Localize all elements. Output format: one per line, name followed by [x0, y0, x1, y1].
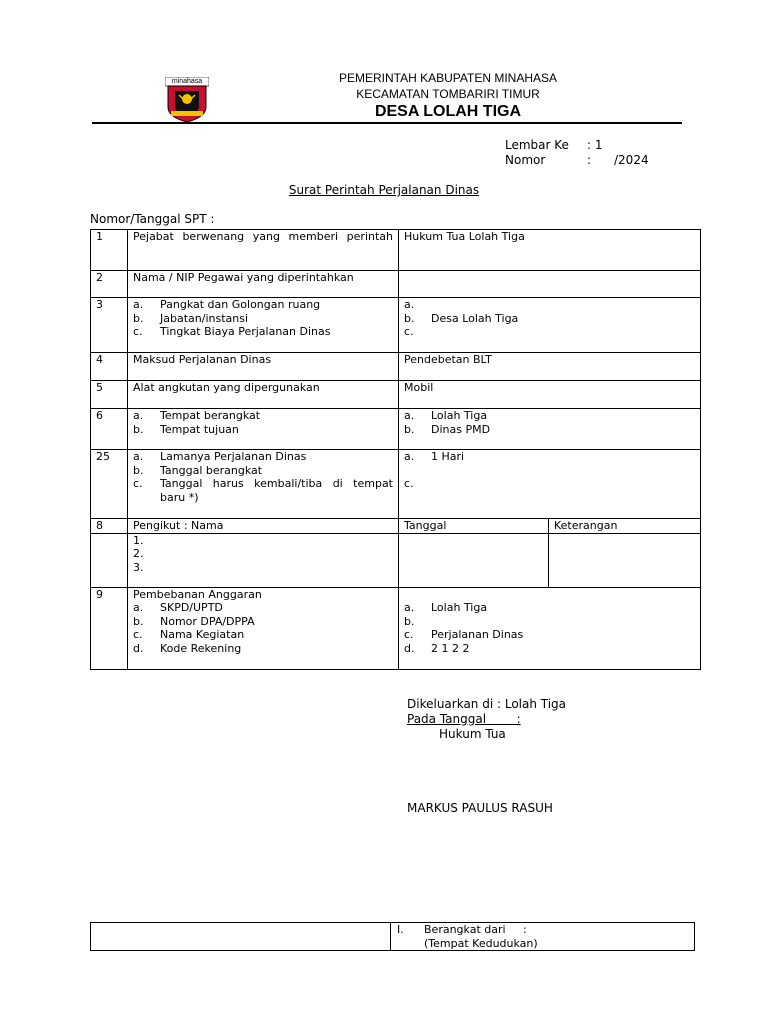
row-value: a. Lolah Tiga b. Dinas PMD [399, 409, 701, 450]
table-row [91, 587, 701, 669]
issued-date: Pada Tanggal : [407, 712, 521, 726]
follower-names: 1. 2. 3. [128, 533, 399, 587]
table-row [91, 381, 701, 409]
row-label: Nama / NIP Pegawai yang diperintahkan [128, 271, 399, 298]
row-number: 8 [91, 519, 128, 534]
table-row [91, 519, 701, 534]
header-village-title: DESA LOLAH TIGA [374, 103, 522, 120]
table-row [91, 271, 701, 298]
logo-text: minahasa [171, 78, 203, 85]
table-row [91, 409, 701, 450]
table-row [91, 533, 701, 587]
table-row [91, 230, 701, 271]
document-title: Surat Perintah Perjalanan Dinas [288, 183, 480, 197]
departure-table [90, 922, 695, 951]
spt-label: Nomor/Tanggal SPT : [90, 212, 215, 226]
row-label: Pembebanan Anggaran a. SKPD/UPTD b. Nomor DPA/DPPA c. Nama Kegiatan d. Kode Rekening [128, 587, 399, 669]
row-value: a. b. Desa Lolah Tiga c. [399, 298, 701, 353]
row-value: Pendebetan BLT [399, 353, 701, 381]
row-label: Alat angkutan yang dipergunakan [128, 381, 399, 409]
row-number: 6 [91, 409, 128, 450]
lembar-value: : 1 [587, 138, 603, 152]
issued-place: Dikeluarkan di : Lolah Tiga [407, 697, 567, 711]
row-label: a. Lamanya Perjalanan Dinas b. Tanggal berangkat c. Tanggal harus kembali/tiba di tempat baru *) [128, 450, 399, 519]
row-number: 5 [91, 381, 128, 409]
row-value: a. Lolah Tiga b. c. Perjalanan Dinas d. 2 1 2 2 [399, 587, 701, 669]
row-number: 9 [91, 587, 128, 669]
row-number: 2 [91, 271, 128, 298]
row-value: Hukum Tua Lolah Tiga [399, 230, 701, 271]
row-value: Mobil [399, 381, 701, 409]
row-label: Pejabat berwenang yang memberi perintah [128, 230, 399, 271]
regency-logo [165, 77, 209, 123]
column-header-notes: Keterangan [549, 519, 701, 534]
nomor-colon: : [587, 153, 592, 167]
row-value [399, 271, 701, 298]
nomor-label: Nomor [505, 153, 546, 167]
signer-role: Hukum Tua [439, 727, 506, 741]
signature-block [407, 697, 566, 742]
departure-cell: I. Berangkat dari : (Tempat Kedudukan) [391, 923, 695, 951]
row-label: a. Pangkat dan Golongan ruang b. Jabatan/instansi c. Tingkat Biaya Perjalanan Dinas [128, 298, 399, 353]
row-number: 25 [91, 450, 128, 519]
table-row [91, 450, 701, 519]
row-number: 3 [91, 298, 128, 353]
row-value: a. 1 Hari c. [399, 450, 701, 519]
lembar-label: Lembar Ke [505, 138, 569, 152]
table-row [91, 298, 701, 353]
row-number: 1 [91, 230, 128, 271]
row-label: Maksud Perjalanan Dinas [128, 353, 399, 381]
header-government: PEMERINTAH KABUPATEN MINAHASA [338, 71, 558, 85]
column-header-date: Tanggal [399, 519, 549, 534]
nomor-value: /2024 [614, 153, 649, 167]
table-row [91, 923, 695, 951]
header-rule [92, 122, 682, 124]
row-number: 4 [91, 353, 128, 381]
meta-block [505, 138, 649, 168]
signer-name: MARKUS PAULUS RASUH [407, 801, 553, 815]
spd-table [90, 229, 701, 670]
row-label: Pengikut : Nama [128, 519, 399, 534]
table-row [91, 353, 701, 381]
header-district: KECAMATAN TOMBARIRI TIMUR [356, 87, 540, 101]
row-label: a. Tempat berangkat b. Tempat tujuan [128, 409, 399, 450]
